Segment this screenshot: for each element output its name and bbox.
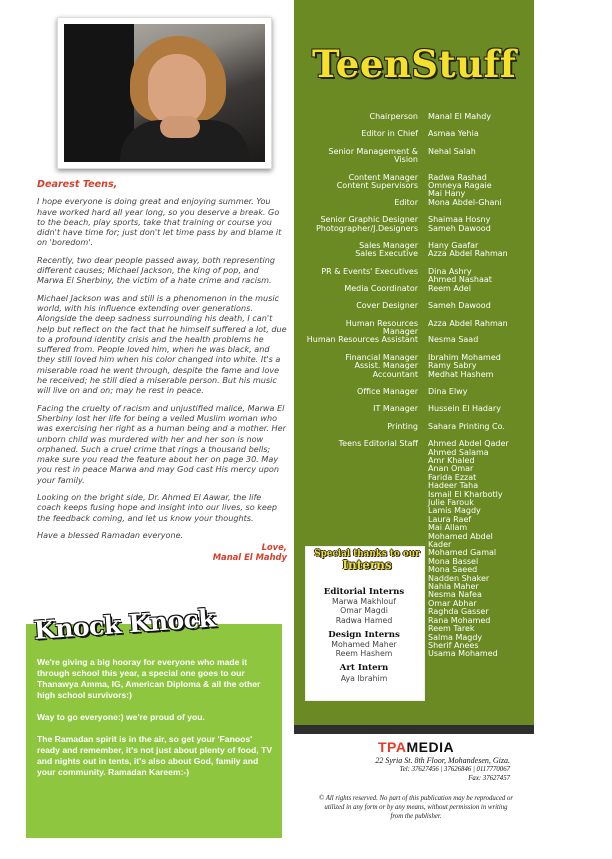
staff-name: Omneya Ragaie [428,181,492,191]
staff-names [428,320,536,345]
logo-tpa: TPA [378,739,407,755]
staff-names [428,216,536,233]
staff-role [296,423,428,431]
tpa-media-logo [378,739,454,755]
staff-name: Medhat Hashem [428,369,494,379]
letter-paragraph: I hope everyone is doing great and enjoying summer. You have worked hard all year long, so you deserve a break. Go to the beach, play sports, take that training or course you didn't have time for; just don't let time pass by and blame it on 'boredom'. [37,196,282,248]
editor-letter [37,180,287,562]
interns-list [305,585,423,683]
masthead-title: TeenStuff [312,42,517,86]
interns-title-line2: Interns [342,558,392,572]
staff-row [296,242,536,259]
design-interns-heading: Design Interns [328,629,400,640]
staff-row [296,113,536,121]
photo-hand [160,116,200,138]
staff-name: Mohamed Gamal [428,548,497,558]
knock-paragraph: The Ramadan spirit is in the air, so get your 'Fanoos' ready and remember, it's not just about plenty of food, TV and nights out in tents, it's also about God, family and your community. Ramadan Kareem:-) [37,734,273,777]
staff-name: Reem Adel [428,283,471,293]
staff-name: Manal El Mahdy [428,112,492,121]
letter-paragraph: Michael Jackson was and still is a phenomenon in the music world, with his influence extending over generations. Alongside the deep sadness surrounding his death, I can't help but reflect on the fact that he himself suffered a lot, due to a profound identity crisis and the health problems he suffered from. People loved him, when he was black, and they still loved him when his color changed into white. It's a miserable road he went through, despite the fame and love he received; he still died a miserable person. But his music will live on and on; may he rest in peace. [37,292,287,396]
staff-name: Ahmed Salama [428,447,489,457]
staff-name: Sameh Dawood [428,301,491,311]
staff-name: Nesma Saad [428,335,479,345]
staff-role-line: Sales Executive [355,249,418,259]
staff-role-line: Senior Management & [328,146,418,156]
staff-names [428,174,536,208]
staff-role-line: Content Manager [348,172,418,182]
staff-role-line: Office Manager [357,386,418,396]
letter-greeting: Dearest Teens, [37,179,118,190]
staff-name: Sherif Anees [428,640,479,650]
staff-role [296,320,428,345]
staff-name: Nehal Salah [428,146,476,156]
staff-role [296,354,428,379]
staff-name: Nahla Maher [428,582,479,592]
staff-row [296,354,536,379]
staff-row [296,388,536,396]
staff-role-line: PR & Events' Executives [321,266,418,276]
staff-names [428,268,536,293]
staff-row [296,174,536,208]
art-intern-heading: Art Intern [339,663,389,674]
staff-row [296,216,536,233]
staff-name: Reem Tarek [428,624,475,634]
staff-name: Rana Mohamed [428,615,491,625]
staff-name: Mohamed Abdel [428,531,493,541]
staff-names [428,423,536,431]
staff-role-line: Printing [387,421,418,431]
intern-name: Omar Magdi [340,606,388,616]
staff-role-line: Editor [394,197,418,207]
staff-names [428,148,536,165]
staff-role [296,130,428,138]
logo-media: MEDIA [406,739,455,755]
staff-name: Asmaa Yehia [428,129,479,139]
staff-names [428,440,536,659]
staff-name: Omar Abhar [428,598,477,608]
staff-name: Ahmed Abdel Qader [428,439,509,449]
staff-role-line: Editor in Chief [361,129,418,139]
staff-names [428,354,536,379]
staff-role-line: Teens Editorial Staff [338,439,418,449]
intern-name: Mohamed Maher [331,640,397,650]
intern-name: Reem Hashem [335,649,393,659]
staff-name: Kader [428,540,452,550]
staff-row [296,405,536,413]
staff-name: Hadeer Taha [428,481,479,491]
staff-name: Ibrahim Mohamed [428,352,501,362]
staff-name: Amr Khaled [428,455,475,465]
knock-paragraph: Way to go everyone:) we're proud of you. [37,712,205,722]
editorial-interns-heading: Editorial Interns [323,587,405,597]
staff-role-line: Cover Designer [356,301,418,311]
staff-role-line: IT Manager [373,404,418,414]
staff-role [296,388,428,396]
staff-name: Dina Ashry [428,266,472,276]
staff-name: Lamis Magdy [428,506,481,516]
staff-role-line: Content Supervisors [336,181,418,191]
interns-title-line1: Special thanks to our [314,549,420,559]
rights-notice: © All rights reserved. No part of this publication may be reproduced or utilized in any form or by any means, without permission in writing from the publisher. [318,795,513,820]
editor-photo-frame [57,17,272,169]
letter-paragraph: Looking on the bright side, Dr. Ahmed El Aawar, the life coach keeps fusing hope and insight into our lives, so keep the feedback coming, and let us know your thoughts. [37,492,278,523]
staff-names [428,405,536,413]
staff-role [296,242,428,259]
staff-name: Farida Ezzat [428,472,477,482]
staff-role-line: Assist. Manager [354,361,418,371]
staff-role-line: Accountant [372,369,418,379]
letter-paragraph: Recently, two dear people passed away, both representing different causes; Michael Jackson, the king of pop, and Marwa El Sherbiny, the victim of a hate crime and racism. [37,254,275,286]
staff-name: Mai Hany [428,189,466,199]
address-line: 22 Syria St. 8th Floor, Mohandesen, Giza. [375,756,510,765]
knock-knock-title: Knock Knock [33,603,217,645]
staff-names [428,302,536,310]
staff-name: Dina Elwy [428,386,468,396]
staff-row [296,302,536,310]
staff-row [296,268,536,293]
staff-name: Mai Allam [428,523,468,533]
staff-name: Ismail El Kharbotly [428,489,503,499]
intern-name: Radwa Hamed [335,615,393,625]
staff-name: Shaimaa Hosny [428,215,491,225]
intern-name: Marwa Makhlouf [332,597,396,607]
staff-role-line: Human Resources Assistant [306,335,418,345]
staff-name: Sameh Dawood [428,223,491,233]
interns-title [309,549,425,571]
staff-row [296,148,536,165]
intern-name: Aya Ibrahim [340,673,388,683]
staff-names [428,388,536,396]
staff-row [296,130,536,138]
staff-role-line: Sales Manager [359,241,418,251]
staff-name: Anan Omar [428,464,474,474]
footer-divider [294,725,534,734]
staff-role [296,148,428,165]
staff-names [428,242,536,259]
staff-name: Raghda Gasser [428,607,489,617]
staff-name: Radwa Rashad [428,172,487,182]
staff-row [296,423,536,431]
staff-name: Azza Abdel Rahman [428,318,508,328]
signoff-name: Manal El Mahdy [212,552,287,563]
fax-line: Fax: 37627457 [468,775,510,782]
knock-paragraph: We're giving a big hooray for everyone who made it through school this year, a special one goes to our Thanawya Amma, IG, American Diploma & all the other high school survivors:) [37,657,261,700]
letter-paragraph: Facing the cruelty of racism and unjustified malice, Marwa El Sherbiny lost her life for being a veiled Muslim woman who was exercising her right as a human being and a mother. Her unborn child was murdered with her and her son is now orphaned. Such a cruel crime that rings a thousand bells; make sure you read the feature about her on page 30. May you rest in peace Marwa and may God cast His mercy upon your family. [37,402,286,485]
staff-role-line: Photographer/J.Designers [315,223,418,233]
staff-role-line: Vision [394,155,418,165]
staff-names [428,130,536,138]
staff-role [296,268,428,293]
staff-name: Nadden Shaker [428,573,490,583]
publisher-address [320,756,510,783]
staff-names [428,113,536,121]
knock-knock-body [37,657,273,789]
staff-name: Hussein El Hadary [428,404,501,414]
staff-role [296,216,428,233]
staff-name: Ramy Sabry [428,361,477,371]
staff-role-line: Media Coordinator [344,283,418,293]
staff-name: Mona Abdel-Ghani [428,197,502,207]
letter-paragraph: Have a blessed Ramadan everyone. [37,529,184,540]
staff-name: Nesma Nafea [428,590,482,600]
signoff-love: Love, [261,542,287,553]
staff-role-line: Human Resources [345,318,418,328]
staff-name: Mona Saeed [428,565,478,575]
staff-name: Hany Gaafar [428,241,479,251]
editor-photo [64,24,265,162]
staff-role-line: Financial Manager [345,352,418,362]
staff-name: Mona Bassel [428,556,479,566]
staff-name: Ahmed Nashaat [428,275,492,285]
staff-name: Sahara Printing Co. [428,421,505,431]
staff-name: Julie Farouk [428,498,474,507]
phone-line: Tel: 37627456 | 37626846 | 0117770067 [399,766,510,773]
staff-name: Usama Mohamed [428,649,498,659]
staff-role [296,405,428,413]
staff-name: Salma Magdy [428,632,483,642]
staff-role [296,174,428,208]
staff-role [296,113,428,121]
staff-name: Azza Abdel Rahman [428,249,508,259]
staff-role [296,302,428,310]
staff-row [296,320,536,345]
letter-signoff [37,542,287,562]
staff-name: Laura Raef [428,514,472,524]
staff-role-line: Senior Graphic Designer [320,215,418,225]
staff-role-line: Chairperson [369,112,418,121]
staff-role-line: Manager [382,326,418,336]
